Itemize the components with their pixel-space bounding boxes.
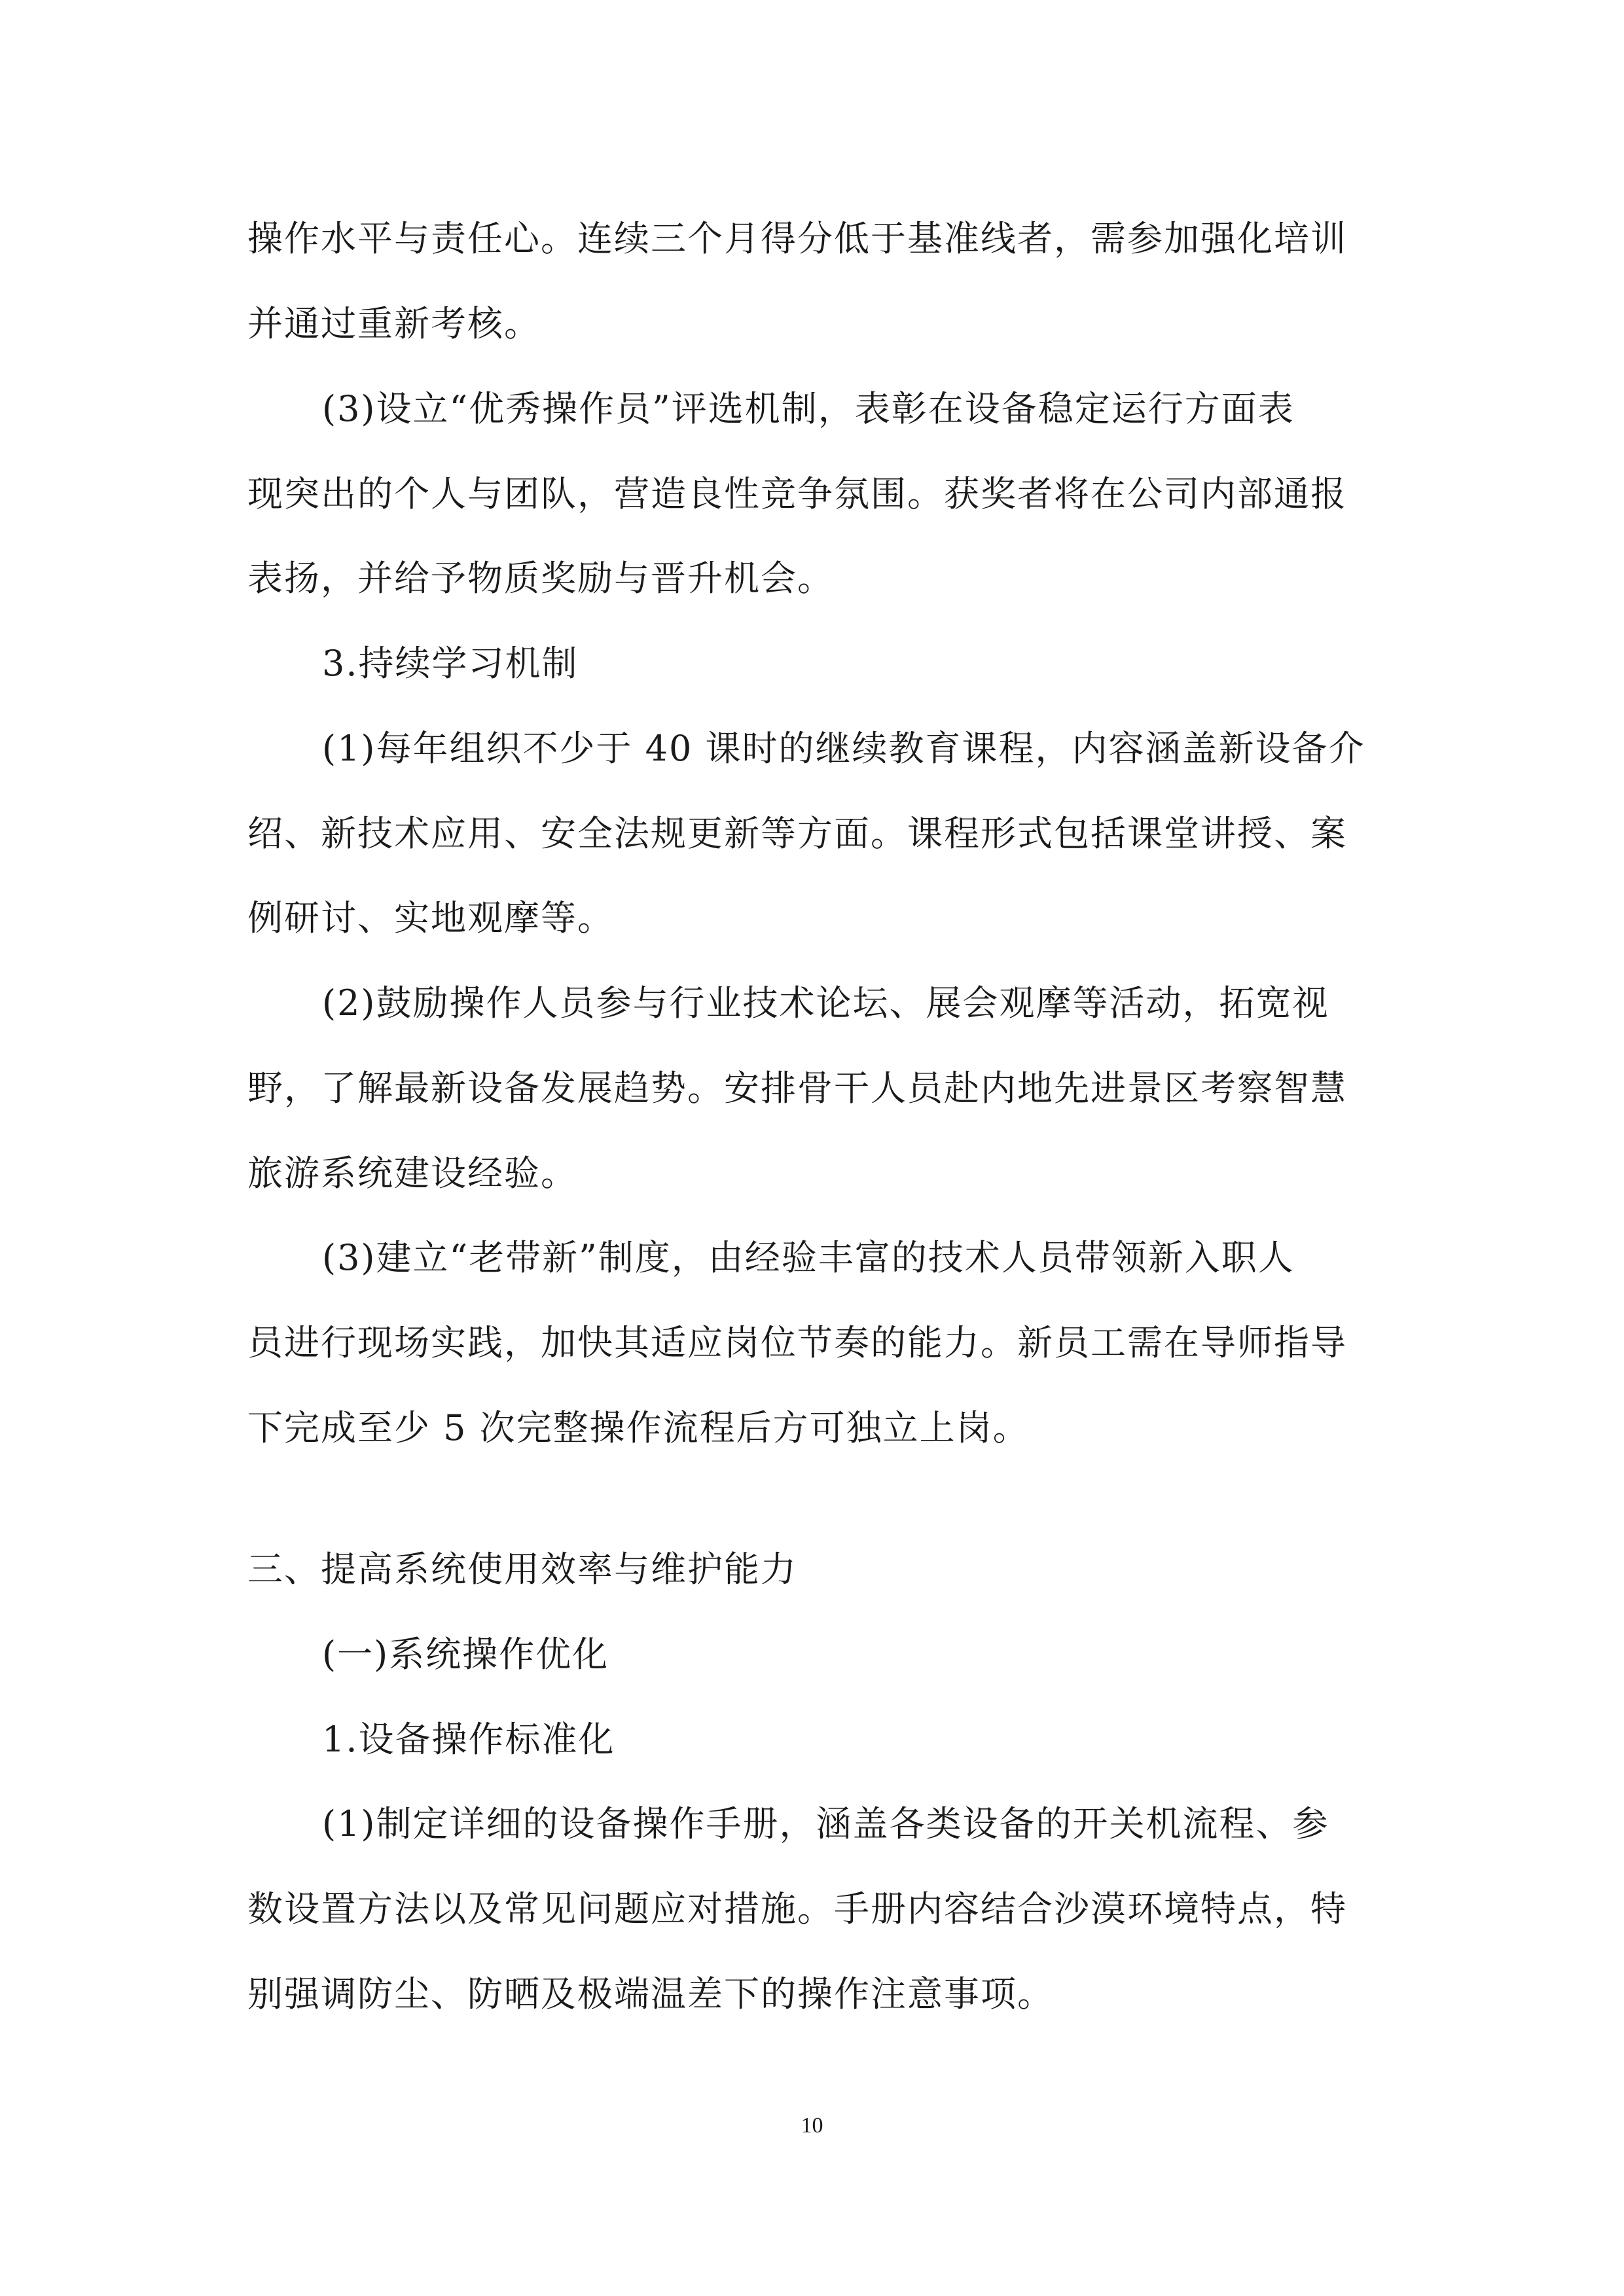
body-text-line: 别强调防尘、防晒及极端温差下的操作注意事项。: [247, 1973, 1054, 2015]
list-item-line: (3)设立“优秀操作员”评选机制，表彰在设备稳定运行方面表: [322, 388, 1295, 429]
sub-heading: 3.持续学习机制: [322, 643, 579, 684]
page-number: 10: [801, 2113, 823, 2138]
body-text-line: 野，了解最新设备发展趋势。安排骨干人员赴内地先进景区考察智慧: [247, 1067, 1347, 1109]
body-text-line: 表扬，并给予物质奖励与晋升机会。: [247, 558, 834, 599]
list-item-line: (1)制定详细的设备操作手册，涵盖各类设备的开关机流程、参: [322, 1803, 1329, 1844]
body-text-line: 例研讨、实地观摩等。: [247, 897, 614, 939]
body-text-line: 操作水平与责任心。连续三个月得分低于基准线者，需参加强化培训: [247, 218, 1347, 259]
list-item-line: (3)建立“老带新”制度，由经验丰富的技术人员带领新入职人: [322, 1237, 1295, 1278]
section-heading: 三、提高系统使用效率与维护能力: [247, 1549, 797, 1590]
body-text-line: 并通过重新考核。: [247, 303, 541, 344]
body-text-line: 数设置方法以及常见问题应对措施。手册内容结合沙漠环境特点，特: [247, 1888, 1347, 1929]
body-text-line: 员进行现场实践，加快其适应岗位节奏的能力。新员工需在导师指导: [247, 1322, 1347, 1363]
sub-heading: (一)系统操作优化: [322, 1634, 609, 1675]
list-item-line: (1)每年组织不少于 40 课时的继续教育课程，内容涵盖新设备介: [322, 728, 1365, 769]
list-item-line: (2)鼓励操作人员参与行业技术论坛、展会观摩等活动，拓宽视: [322, 982, 1329, 1024]
body-text-line: 旅游系统建设经验。: [247, 1153, 577, 1194]
sub-heading: 1.设备操作标准化: [322, 1719, 615, 1760]
body-text-line: 下完成至少 5 次完整操作流程后方可独立上岗。: [247, 1407, 1030, 1448]
body-text-line: 现突出的个人与团队，营造良性竞争氛围。获奖者将在公司内部通报: [247, 473, 1347, 514]
body-text-line: 绍、新技术应用、安全法规更新等方面。课程形式包括课堂讲授、案: [247, 813, 1347, 854]
